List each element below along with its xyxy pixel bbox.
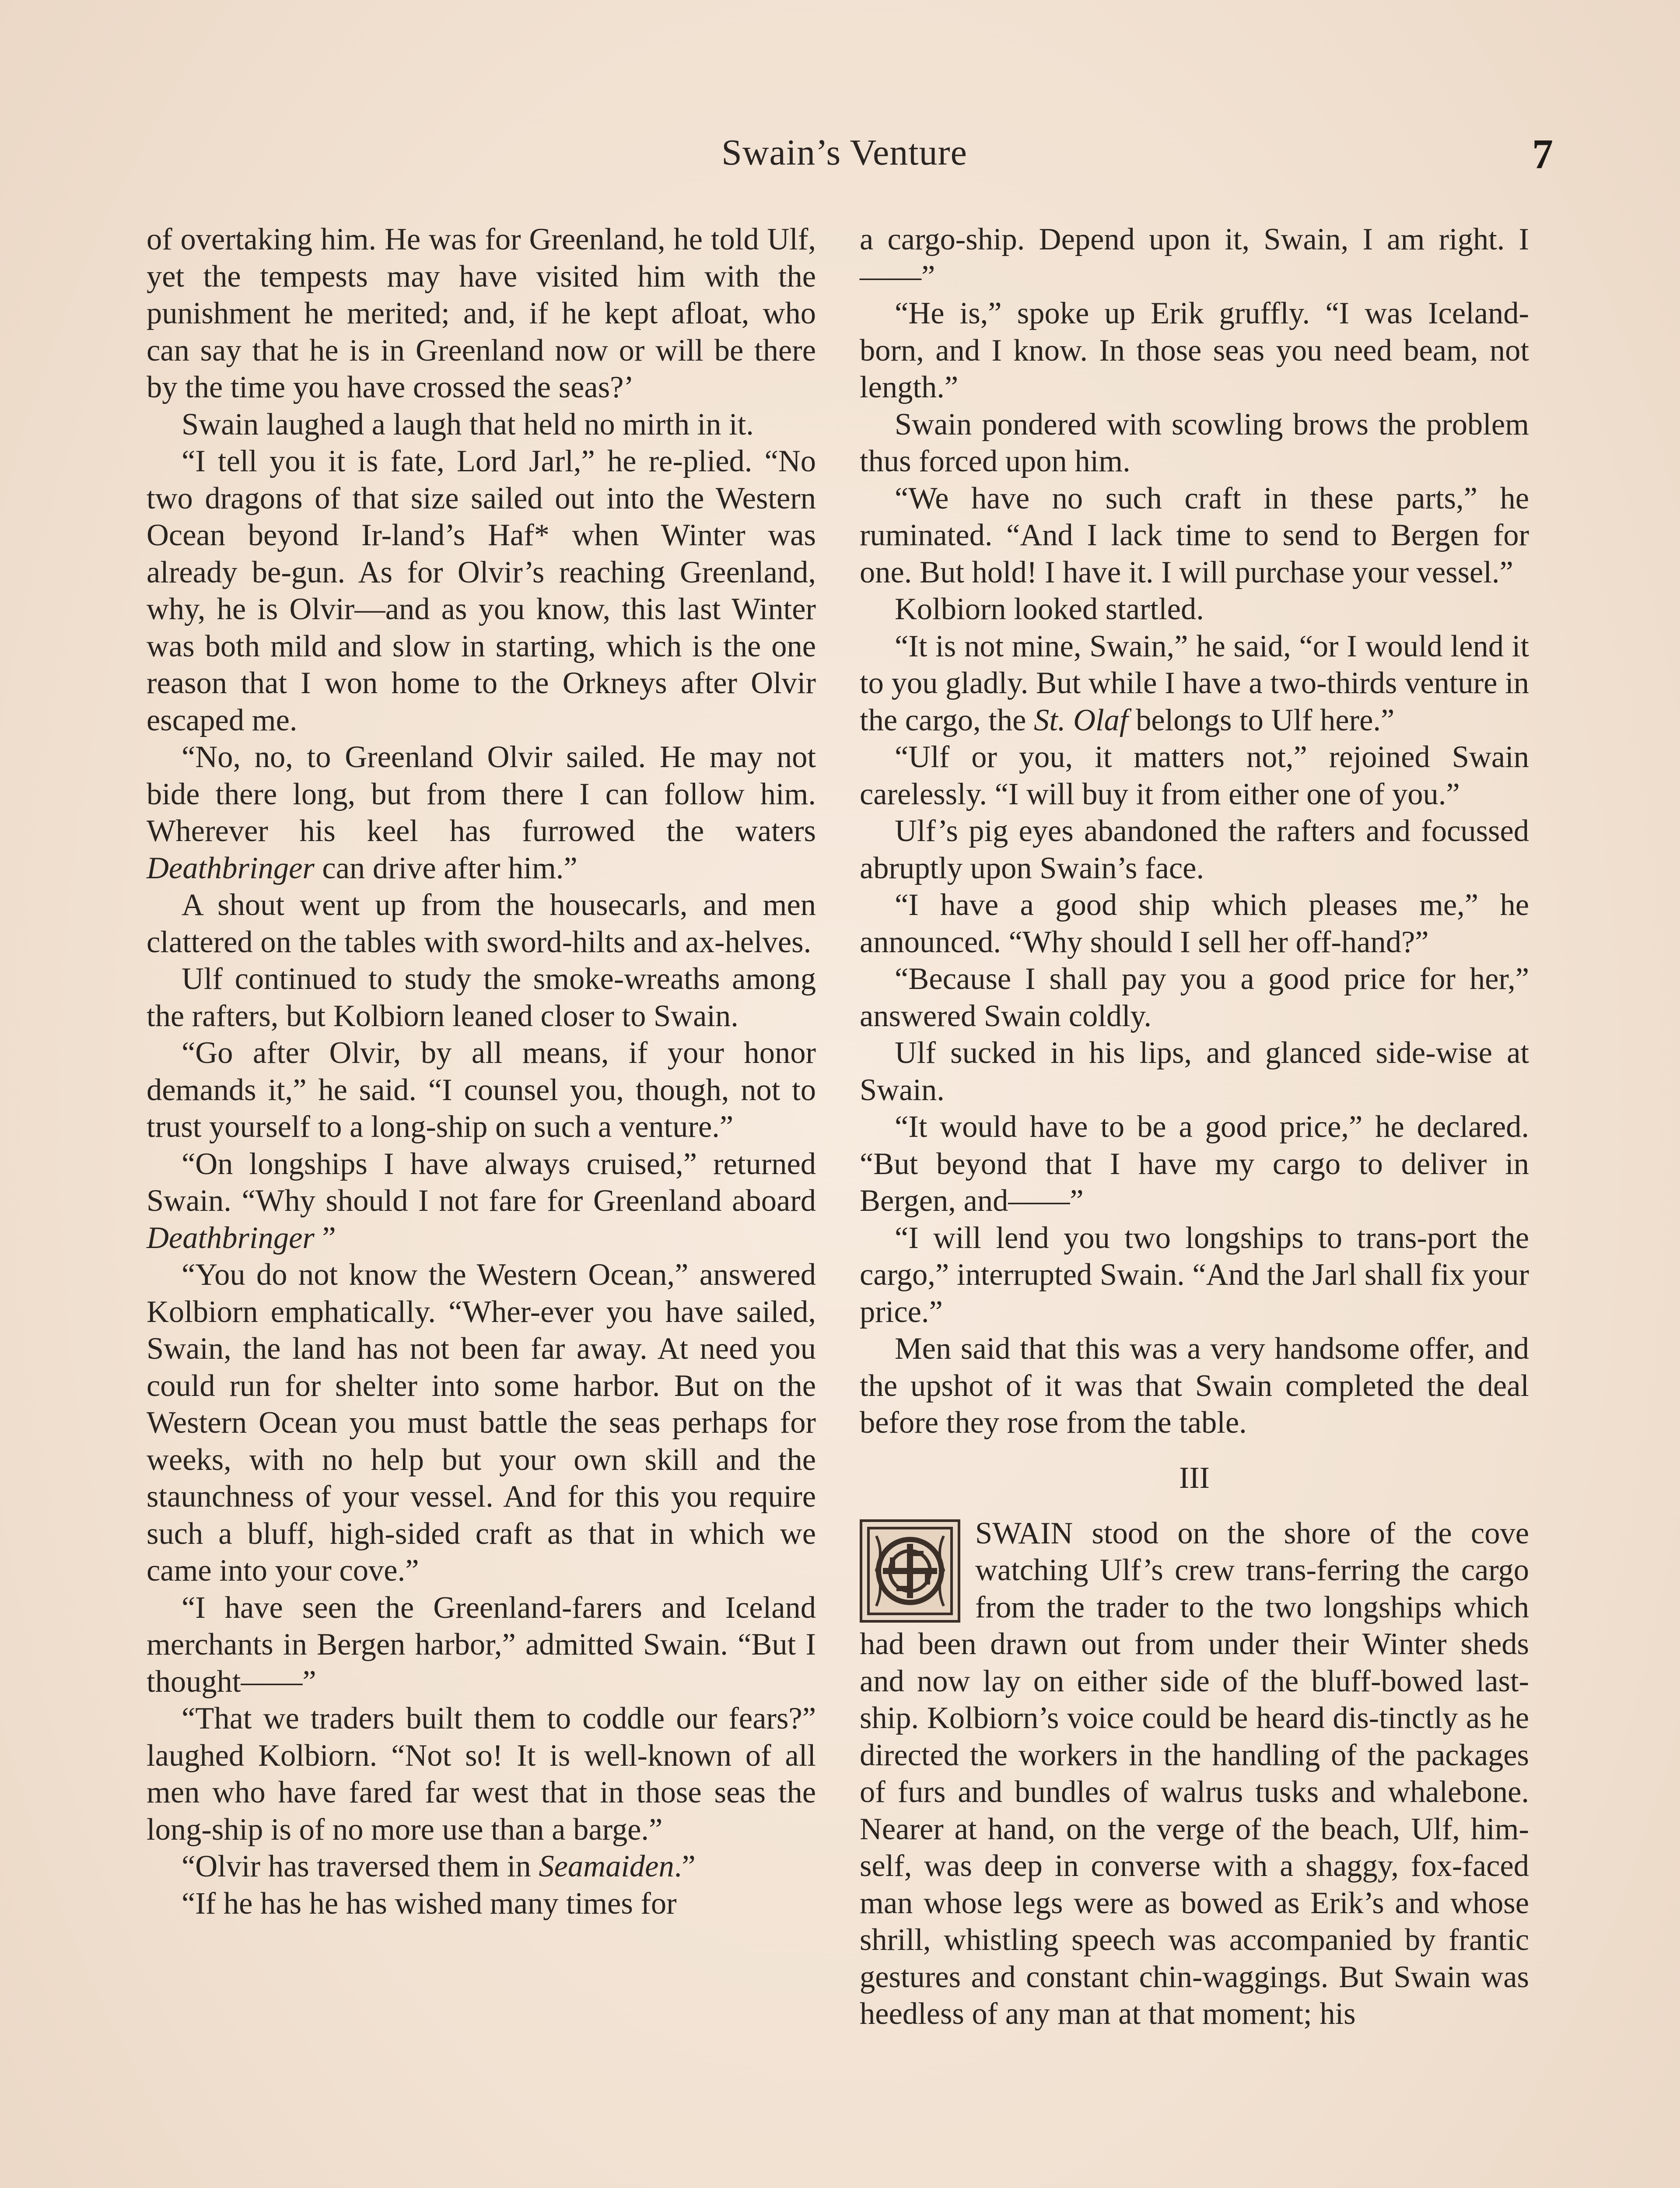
drop-cap-paragraph-block	[860, 1515, 1529, 2033]
page-header	[144, 130, 1553, 188]
running-head: Swain’s Venture	[721, 132, 967, 173]
paragraph: “That we traders built them to coddle our fears?” laughed Kolbiorn. “Not so! It is well-known of all men who have fared far west that in those seas the long-ship is of no more use than a barge.”	[147, 1701, 816, 1847]
paragraph: A shout went up from the housecarls, and men clattered on the tables with sword-hilts and ax-helves.	[147, 888, 816, 959]
paragraph: “We have no such craft in these parts,” he ruminated. “And I lack time to send to Bergen for one. But hold! I have it. I will purchase your vessel.”	[860, 481, 1529, 589]
paragraph: Swain pondered with scowling brows the problem thus forced upon him.	[860, 407, 1529, 478]
celtic-knot-icon	[860, 1519, 960, 1623]
paragraph: Ulf continued to study the smoke-wreaths among the rafters, but Kolbiorn leaned closer to Swain.	[147, 962, 816, 1033]
paragraph-text: “On longships I have always cruised,” returned Swain. “Why should I not fare for Greenland aboard	[147, 1147, 816, 1218]
ship-name-seamaiden: Seamaiden	[539, 1849, 674, 1883]
paragraph-text: belongs to Ulf here.”	[1136, 703, 1395, 737]
ship-name-st-olaf: St. Olaf	[1034, 703, 1128, 737]
paragraph: Ulf’s pig eyes abandoned the rafters and focussed abruptly upon Swain’s face.	[860, 814, 1529, 885]
paragraph-text: “No, no, to Greenland Olvir sailed. He may not bide there long, but from there I can follow him. Wherever his keel has furrowed the waters	[147, 740, 816, 848]
paragraph	[860, 628, 1529, 739]
left-column	[147, 221, 816, 1922]
paragraph: “Because I shall pay you a good price for her,” answered Swain coldly.	[860, 962, 1529, 1033]
paragraph	[147, 1848, 816, 1885]
paragraph-text: can drive after him.”	[322, 851, 578, 885]
paragraph-text: ”	[322, 1220, 336, 1255]
paragraph: Ulf sucked in his lips, and glanced side-wise at Swain.	[860, 1036, 1529, 1107]
paragraph	[147, 739, 816, 887]
page-number: 7	[1532, 130, 1553, 177]
paragraph: “Go after Olvir, by all means, if your honor demands it,” he said. “I counsel you, though, not to trust yourself to a long-ship on such a venture.”	[147, 1036, 816, 1144]
paragraph: “I tell you it is fate, Lord Jarl,” he re-plied. “No two dragons of that size sailed out into the Western Ocean beyond Ir-land’s Haf* when Winter was already be-gun. As for Olvir’s reaching Greenland, why, he is Olvir—and as you know, this last Winter was both mild and slow in starting, which is the one reason that I won home to the Orkneys after Olvir escaped me.	[147, 444, 816, 737]
right-column	[860, 221, 1529, 2033]
paragraph: “It would have to be a good price,” he declared. “But beyond that I have my cargo to deliver in Bergen, and——”	[860, 1110, 1529, 1218]
paragraph: “I will lend you two longships to trans-port the cargo,” interrupted Swain. “And the Jarl shall fix your price.”	[860, 1220, 1529, 1329]
paragraph	[147, 1146, 816, 1257]
ship-name-deathbringer: Deathbringer	[147, 851, 315, 885]
paragraph-text: .”	[674, 1849, 696, 1883]
paragraph: Men said that this was a very handsome offer, and the upshot of it was that Swain completed the deal before they rose from the table.	[860, 1332, 1529, 1440]
paragraph: SWAIN stood on the shore of the cove watching Ulf’s crew trans-ferring the cargo from the trader to the two longships which had been drawn out from under their Winter sheds and now lay on either side of the bluff-bowed last-ship. Kolbiorn’s voice could be heard dis-tinctly as he directed the workers in the handling of the packages of furs and bundles of walrus tusks and whalebone. Nearer at hand, on the verge of the beach, Ulf, him-self, was deep in converse with a shaggy, fox-faced man whose legs were as bowed as Erik’s and whose shrill, whistling speech was accompanied by frantic gestures and constant chin-waggings. But Swain was heedless of any man at that moment; his	[860, 1516, 1529, 2031]
paragraph: Swain laughed a laugh that held no mirth in it.	[182, 407, 754, 442]
paragraph: “Ulf or you, it matters not,” rejoined Swain carelessly. “I will buy it from either one of you.”	[860, 740, 1529, 811]
paragraph: of overtaking him. He was for Greenland, he told Ulf, yet the tempests may have visited him with the punishment he merited; and, if he kept afloat, who can say that he is in Greenland now or will be there by the time you have crossed the seas?’	[147, 222, 816, 404]
paragraph-text: “It is not mine, Swain,” he said, “or I would lend it to you gladly. But while I have a two-thirds venture in the cargo, the	[860, 629, 1529, 737]
paragraph: Kolbiorn looked startled.	[895, 592, 1204, 626]
paragraph: “If he has he has wished many times for	[182, 1886, 677, 1921]
section-heading: III	[1179, 1461, 1210, 1495]
paragraph: a cargo-ship. Depend upon it, Swain, I am right. I——”	[860, 222, 1529, 294]
paragraph: “He is,” spoke up Erik gruffly. “I was Iceland-born, and I know. In those seas you need beam, not length.”	[860, 296, 1529, 404]
paragraph: “I have seen the Greenland-farers and Iceland merchants in Bergen harbor,” admitted Swain. “But I thought——”	[147, 1590, 816, 1699]
paragraph-text: “Olvir has traversed them in	[182, 1849, 531, 1883]
paragraph: “I have a good ship which pleases me,” he announced. “Why should I sell her off-hand?”	[860, 888, 1529, 959]
ship-name-deathbringer: Deathbringer	[147, 1220, 315, 1255]
paragraph: “You do not know the Western Ocean,” answered Kolbiorn emphatically. “Wher-ever you have sailed, Swain, the land has not been far away. At need you could run for shelter into some harbor. But on the Western Ocean you must battle the seas perhaps for weeks, with no help but your own skill and the staunchness of your vessel. And for this you require such a bluff, high-sided craft as that in which we came into your cove.”	[147, 1258, 816, 1588]
